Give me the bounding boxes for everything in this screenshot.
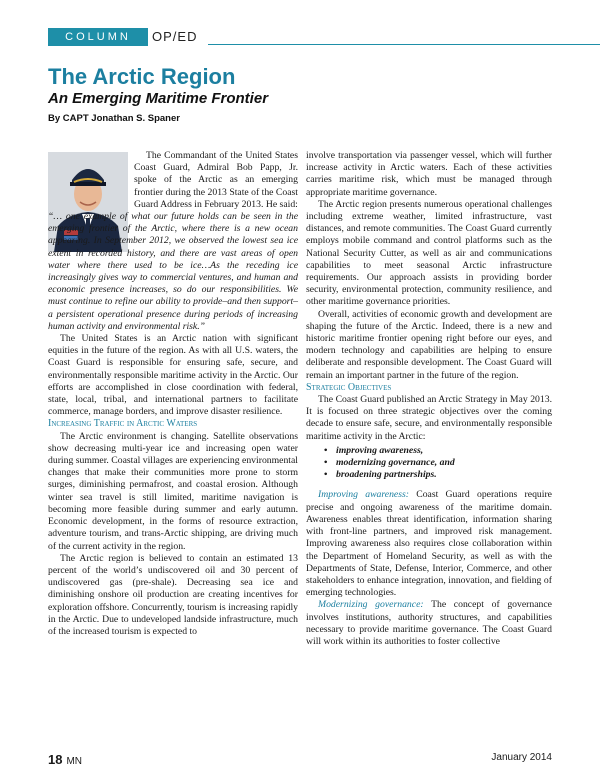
column-tag: COLUMN <box>48 28 148 46</box>
left-column <box>48 150 298 638</box>
page-footer-left <box>48 752 82 767</box>
awareness-text: Coast Guard operations require precise and ongoing awareness of the maritime domain. Awareness enables threat identification, information sharing with front-line partners, and improved risk management. Improving awareness also requires close collaboration within the Department of Homeland Security, as well as with the Departments of State, Defense, Interior, Commerce, and other stakeholders to enhance integration, innovation, and fielding of emerging technologies. <box>306 489 552 599</box>
intro-paragraph: The Commandant of the United States Coast Guard, Admiral Bob Papp, Jr. spoke of the Arctic as an emerging frontier during the 2013 State of the Coast Guard Address in February 2013. He said: <box>134 150 298 210</box>
body-paragraph: The Arctic region is believed to contain an estimated 13 percent of the world’s undiscovered oil and 30 percent of undiscovered gas (pre-shale). Decreasing sea ice and diminishing onshore oil production are creating incentives for exploration offshore. Concurrently, tourism is increasing rapidly in the Arctic. Due to undeveloped landside infrastructure, much of the increased tourism is expected to <box>48 552 298 637</box>
awareness-paragraph <box>306 489 552 599</box>
issue-date: January 2014 <box>491 752 552 763</box>
awareness-lead: Improving awareness: <box>318 489 409 501</box>
list-item: • improving awareness, <box>326 445 552 457</box>
body-paragraph: The Arctic region presents numerous operational challenges including extreme weather, limited infrastructure, vast distances, and remote communities. The Coast Guard currently employs mobile command and control platforms such as the National Security Cutter, as well as air and communications capabilities to meet seasonal Arctic infrastructure requirements. Our approach assists in providing border security, environmental protection, community resilience, and other maritime governance priorities. <box>306 198 552 308</box>
commandant-quote: “… one example of what our future holds can be seen in the emerging frontier of the Arctic, where there is a new ocean appearing. In September 2012, we observed the lowest sea ice extent in recorded history, and there are vast areas of open water where there used to be ice…As the receding ice increasingly gives way to commercial ventures, and human and economic presence increases, so do our responsibilities. We must continue to refine our ability to provide–and then support–a persistent operational presence during periods of increasing human activity and environmental risk.” <box>48 211 298 332</box>
publication-name: MN <box>66 756 83 767</box>
byline: By CAPT Jonathan S. Spaner <box>48 113 180 124</box>
governance-lead: Modernizing governance: <box>318 599 424 611</box>
objectives-list <box>326 445 552 482</box>
page-number: 18 <box>48 752 63 767</box>
section-heading-objectives: Strategic Objectives <box>306 381 392 393</box>
oped-label: OP/ED <box>152 29 198 44</box>
header-divider <box>208 44 600 45</box>
body-paragraph: Overall, activities of economic growth and development are shaping the future of the Arctic. Indeed, there is a new and historic maritime frontier opening right before our eyes, and modern technology and capabilities are helping to ensure deliberate and responsible development. The Coast Guard will remain an important partner in the future of the region. <box>306 308 552 381</box>
section-heading-traffic: Increasing Traffic in Arctic Waters <box>48 418 198 430</box>
right-column <box>306 150 552 648</box>
governance-paragraph <box>306 599 552 648</box>
section-header <box>48 28 600 46</box>
body-paragraph: The United States is an Arctic nation with significant equities in the future of the region. As with all U.S. waters, the Coast Guard is responsible for ensuring safe, secure, and environmentally responsible maritime activity in the Arctic. Our efforts are accomplished in close coordination with federal, state, local, tribal, and international partners to facilitate commerce, manage borders, and improve disaster resilience. <box>48 333 298 418</box>
body-paragraph: involve transportation via passenger vessel, which will further increase activity in Arctic waters. Each of these activities carries maritime risk, which must be managed through appropriate maritime governance. <box>306 150 552 198</box>
list-item: • modernizing governance, and <box>326 457 552 469</box>
governance-text: The concept of governance involves institutions, authority structures, and capabilities necessary to provide maritime governance. The Coast Guard will work within its authorities to foster collective <box>306 599 552 647</box>
body-paragraph: The Arctic environment is changing. Satellite observations show decreasing multi-year ice and increasing open water during summer. Coastal villages are experiencing environmental changes that make their communities more prone to storm surges, diminishing permafrost, and coastal erosion. Although winter sea travel is still limited, maritime navigation is becoming more feasible during summer and early autumn. Economic development, in the forms of resource extraction, adventure tourism, and trans-Arctic shipping, are driving much of the current activity in the region. <box>48 430 298 552</box>
list-item: • broadening partnerships. <box>326 469 552 481</box>
article-subtitle: An Emerging Maritime Frontier <box>48 90 269 107</box>
article-title: The Arctic Region <box>48 64 236 89</box>
body-paragraph: The Coast Guard published an Arctic Strategy in May 2013. It is focused on three strategic objectives over the coming decade to ensure safe, secure, and environmentally responsible maritime activity in the Arctic: <box>306 394 552 442</box>
